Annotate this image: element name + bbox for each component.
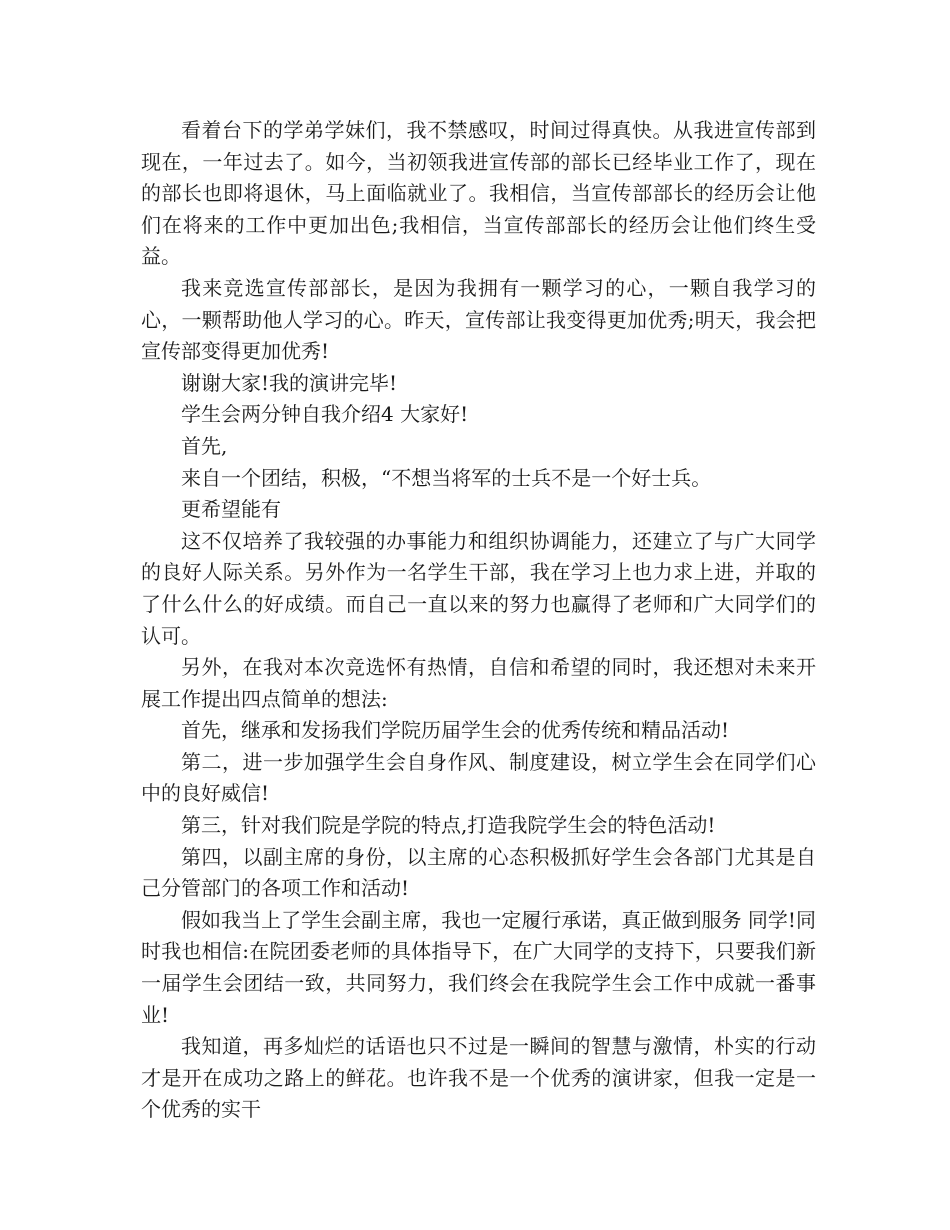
paragraph: 另外，在我对本次竞选怀有热情，自信和希望的同时，我还想对未来开展工作提出四点简单的想法: [141,655,816,711]
paragraph: 第四，以副主席的身份，以主席的心态积极抓好学生会各部门尤其是自己分管部门的各项工作和活动! [141,844,816,901]
paragraph: 假如我当上了学生会副主席，我也一定履行承诺，真正做到服务 同学!同时我也相信:在院团委老师的具体指导下，在广大同学的支持下，只要我们新一届学生会团结一致，共同努力，我们终会在我院学生会工作中成就一番事业! [141,907,816,1027]
paragraph: 更希望能有 [181,497,281,522]
paragraph: 首先，继承和发扬我们学院历届学生会的优秀传统和精品活动! [181,718,730,743]
document-body [141,115,816,1126]
paragraph: 看着台下的学弟学妹们，我不禁感叹，时间过得真快。从我进宣传部到现在，一年过去了。如今，当初领我进宣传部的部长已经毕业工作了，现在的部长也即将退休，马上面临就业了。我相信，当宣传部部长的经历会让他们在将来的工作中更加出色;我相信，当宣传部部长的经历会让他们终生受益。 [141,118,816,269]
paragraph: 我知道，再多灿烂的话语也只不过是一瞬间的智慧与激情，朴实的行动才是开在成功之路上的鲜花。也许我不是一个优秀的演讲家，但我一定是一个优秀的实干 [141,1034,816,1122]
paragraph: 来自一个团结，积极，“不想当将军的士兵不是一个好士兵。 [181,465,712,490]
paragraph: 谢谢大家!我的演讲完毕! [181,370,398,395]
paragraph: 第三，针对我们院是学院的特点,打造我院学生会的特色活动! [181,813,716,838]
paragraph: 我来竞选宣传部部长，是因为我拥有一颗学习的心，一颗自我学习的心，一颗帮助他人学习的心。昨天，宣传部让我变得更加优秀;明天，我会把宣传部变得更加优秀! [141,275,816,364]
paragraph: 学生会两分钟自我介绍4 大家好! [181,402,469,427]
paragraph: 第二，进一步加强学生会自身作风、制度建设，树立学生会在同学们心中的良好威信! [141,749,816,806]
paragraph: 这不仅培养了我较强的办事能力和组织协调能力，还建立了与广大同学的良好人际关系。另外作为一名学生干部，我在学习上也力求上进，并取的了什么什么的好成绩。而自己一直以来的努力也赢得了老师和广大同学们的认可。 [141,528,816,648]
paragraph: 首先, [181,433,228,458]
